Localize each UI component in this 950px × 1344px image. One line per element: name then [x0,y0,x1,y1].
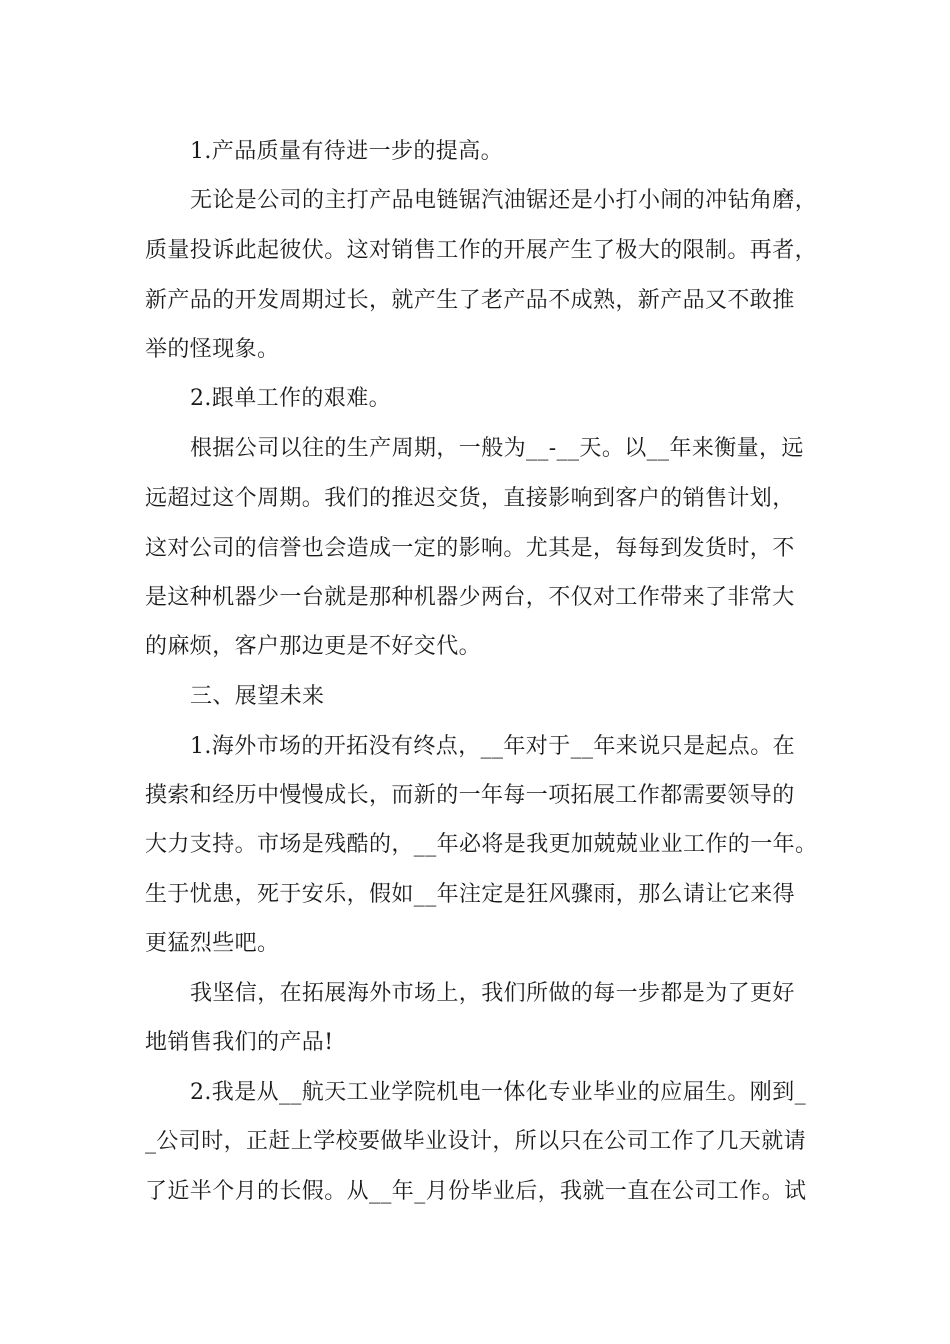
heading-product-quality: 1.产品质量有待进一步的提高。 [190,139,503,164]
heading-order-tracking: 2.跟单工作的艰难。 [190,386,391,411]
paragraph-line: 摸索和经历中慢慢成长，而新的一年每一项拓展工作都需要领导的 [145,783,795,808]
paragraph-line: 1.海外市场的开拓没有终点，__年对于__年来说只是起点。在 [190,734,795,759]
paragraph-line: 举的怪现象。 [145,337,280,362]
paragraph-line: _公司时，正赶上学校要做毕业设计，所以只在公司工作了几天就请 [145,1129,807,1154]
paragraph-line: 2.我是从__航天工业学院机电一体化专业毕业的应届生。刚到_ [190,1080,806,1105]
paragraph-line: 大力支持。市场是残酷的，__年必将是我更加兢兢业业工作的一年。 [145,832,818,857]
paragraph-line: 质量投诉此起彼伏。这对销售工作的开展产生了极大的限制。再者， [145,238,818,263]
paragraph-line: 更猛烈些吧。 [145,931,280,956]
paragraph-line: 了近半个月的长假。从__年_月份毕业后，我就一直在公司工作。试 [145,1179,807,1204]
paragraph-line: 根据公司以往的生产周期，一般为__-__天。以__年来衡量，远 [190,436,804,461]
paragraph-line: 地销售我们的产品! [145,1030,334,1055]
paragraph-line: 远超过这个周期。我们的推迟交货，直接影响到客户的销售计划， [145,486,795,511]
paragraph-line: 我坚信，在拓展海外市场上，我们所做的每一步都是为了更好 [190,981,795,1006]
paragraph-line: 是这种机器少一台就是那种机器少两台，不仅对工作带来了非常大 [145,585,795,610]
section-heading-outlook: 三、展望未来 [190,684,325,709]
paragraph-line: 的麻烦，客户那边更是不好交代。 [145,634,482,659]
paragraph-line: 无论是公司的主打产品电链锯汽油锯还是小打小闹的冲钻角磨， [190,188,818,213]
paragraph-line: 生于忧患，死于安乐，假如__年注定是狂风骤雨，那么请让它来得 [145,882,796,907]
paragraph-line: 这对公司的信誉也会造成一定的影响。尤其是，每每到发货时，不 [145,536,795,561]
paragraph-line: 新产品的开发周期过长，就产生了老产品不成熟，新产品又不敢推 [145,288,795,313]
